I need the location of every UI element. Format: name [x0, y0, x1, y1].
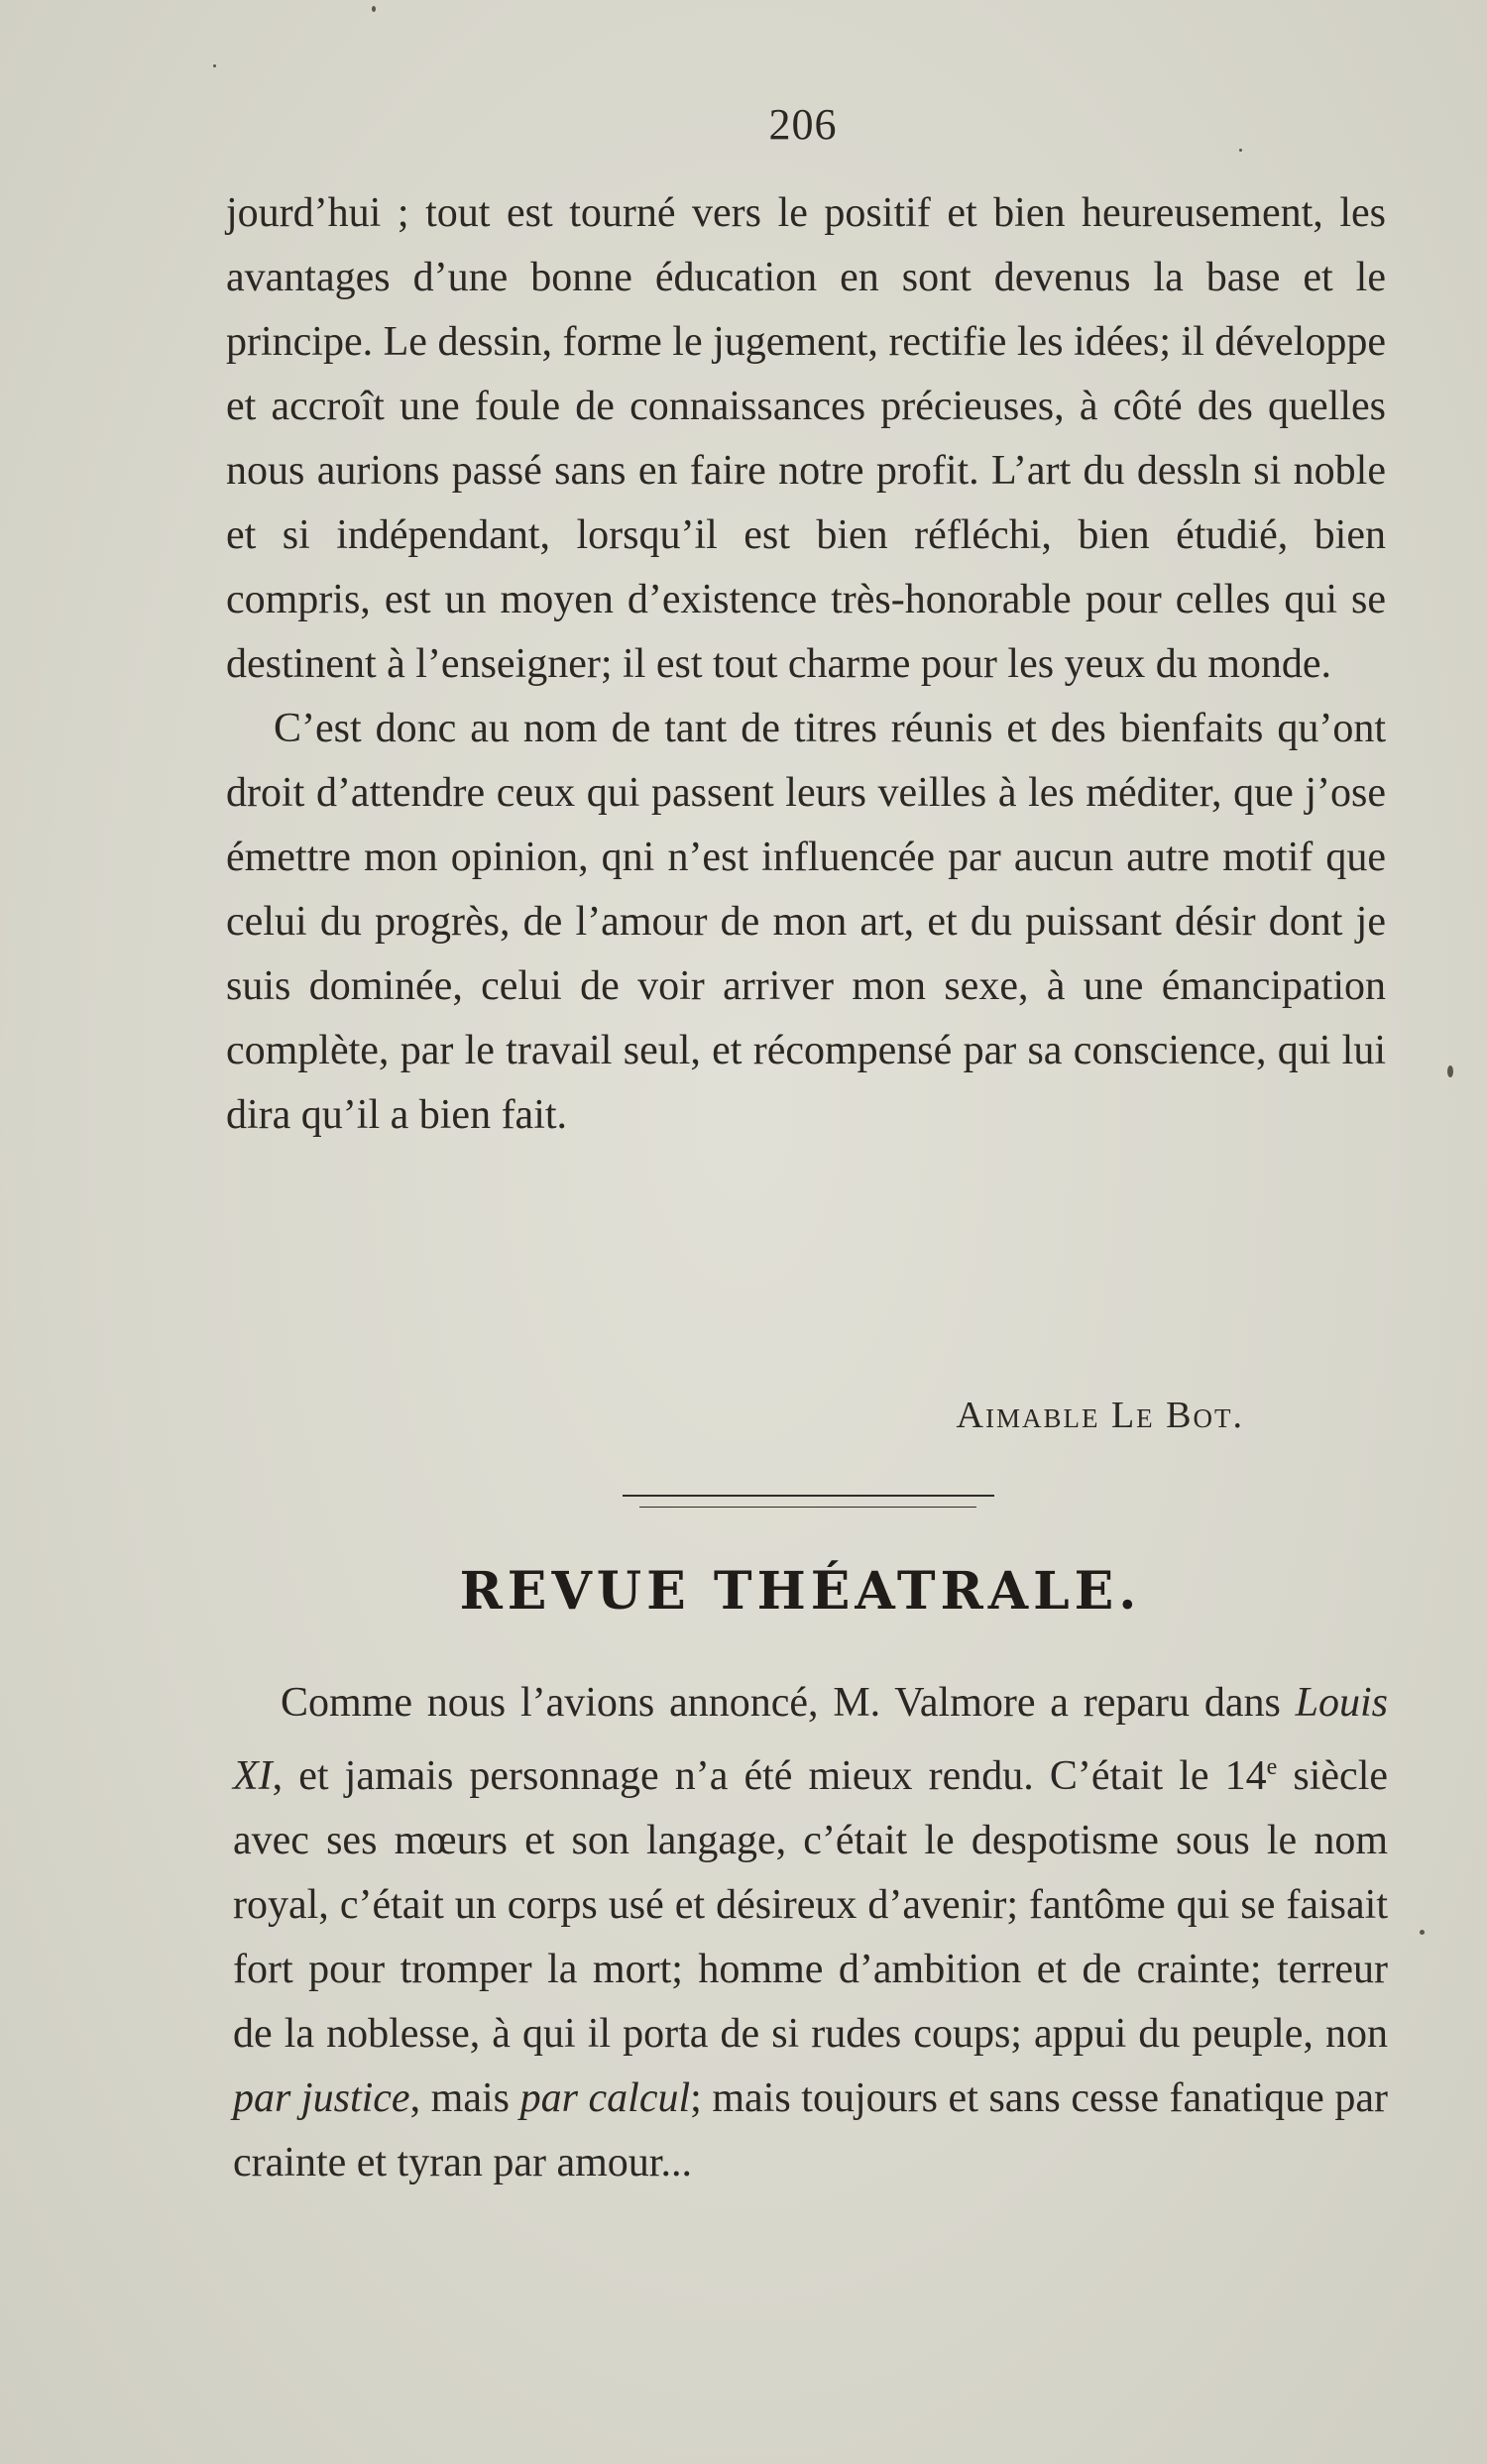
review-middle: , mais	[409, 2075, 520, 2121]
paper-speck	[372, 6, 376, 12]
century-number: 14	[1224, 1753, 1267, 1799]
century-suffix: e	[1266, 1754, 1278, 1780]
italic-calcul: par calcul	[519, 2075, 691, 2121]
italic-justice: par justice	[233, 2075, 410, 2121]
paper-speck	[1447, 1065, 1453, 1077]
section-title: REVUE THÉATRALE.	[459, 1561, 1142, 1622]
essay-text	[226, 181, 1386, 1148]
essay-paragraph-2: C’est donc au nom de tant de titres réunis et des bienfaits qu’ont droit d’attendre ceux qui passent leurs veilles à les méditer, que j’ose émettre mon opinion, qni n’est influencée par aucun autre motif que celui du progrès, de l’amour de mon art, et du puissant désir dont je suis dominée, celui de voir arriver mon sexe, à une émancipation complète, par le travail seul, et récompensé par sa conscience, qui lui dira qu’il a bien fait.	[226, 706, 1386, 1138]
paper-speck	[213, 64, 216, 67]
paper-speck	[1239, 149, 1242, 152]
play-title: Louis XI	[233, 1680, 1388, 1799]
review-intro: Comme nous l’avions annoncé, M. Valmore a reparu dans	[281, 1680, 1296, 1726]
section-divider-top	[623, 1495, 994, 1497]
review-paragraph	[233, 1671, 1388, 2195]
review-after-century: siècle avec ses mœurs et son langage, c’était le despotisme sous le nom royal, c’était un corps usé et désireux d’avenir; fantôme qui se faisait fort pour tromper la mort; homme d’ambition et de crainte; terreur de la noblesse, à qui il porta de si rudes coups; appui du peuple, non	[233, 1753, 1389, 2057]
paper-speck	[1420, 1930, 1425, 1935]
review-end: ; mais toujours et sans cesse fanatique par crainte et tyran par amour...	[233, 2075, 1389, 2185]
page-number: 206	[768, 100, 838, 149]
essay-paragraph-1: jourd’hui ; tout est tourné vers le positif et bien heureusement, les avantages d’une bonne éducation en sont devenus la base et le principe. Le dessin, forme le jugement, rectifie les idées; il développe et accroît une foule de connaissances précieuses, à côté des quelles nous aurions passé sans en faire notre profit. L’art du dessln si noble et si indépendant, lorsqu’il est bien réfléchi, bien étudié, bien compris, est un moyen d’existence très-honorable pour celles qui se destinent à l’enseigner; il est tout charme pour les yeux du monde.	[226, 190, 1386, 687]
section-divider-bottom	[639, 1507, 976, 1508]
review-after-title: , et jamais personnage n’a été mieux rendu. C’était le	[272, 1753, 1225, 1799]
review-text	[233, 1671, 1388, 2195]
author-signature: Aimable Le Bot.	[956, 1395, 1244, 1436]
